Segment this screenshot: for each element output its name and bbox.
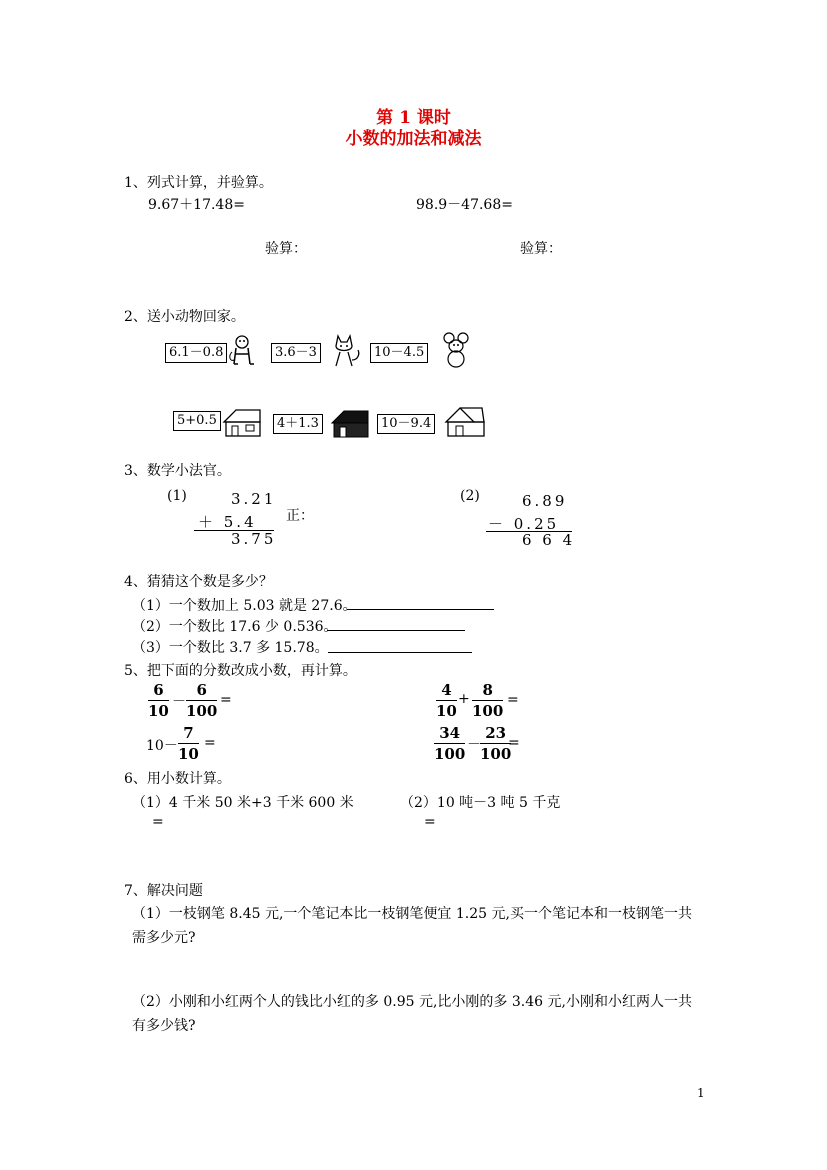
denominator: 100 — [186, 702, 218, 720]
q3-p1-addend-1: 3.21 — [231, 490, 277, 508]
numerator: 23 — [485, 724, 507, 742]
numerator: 7 — [183, 724, 194, 742]
page-number: 1 — [697, 1086, 705, 1100]
q5-e2-operator: + — [458, 691, 470, 707]
monkey-icon — [228, 334, 258, 370]
animal-card-3 — [370, 343, 428, 363]
q1-expression-2: 98.9－47.68= — [416, 197, 513, 213]
numerator: 34 — [439, 724, 461, 742]
house-icon-3 — [444, 406, 486, 440]
q1-title: 1、列式计算，并验算。 — [124, 175, 273, 191]
house-icon-2 — [330, 409, 370, 439]
house-card-2 — [273, 414, 323, 434]
q5-e1-fraction-1 — [148, 681, 169, 720]
q6-equals-1: = — [152, 814, 164, 830]
q3-title: 3、数学小法官。 — [124, 463, 231, 479]
q7-problem-1-line-2: 需多少元? — [132, 930, 196, 946]
house-card-3 — [377, 414, 435, 434]
q4-title: 4、猜猜这个数是多少？ — [124, 574, 273, 590]
q5-e3-equals: = — [204, 735, 216, 751]
denominator: 100 — [472, 702, 504, 720]
q5-e4-operator: － — [467, 737, 481, 753]
q5-e1-equals: = — [220, 692, 232, 708]
q3-p2-result: 6 6 4 — [522, 531, 576, 549]
q1-expression-1: 9.67＋17.48= — [148, 197, 245, 213]
house-icon-1 — [222, 408, 262, 438]
q6-equals-2: = — [424, 814, 436, 830]
q2-title: 2、送小动物回家。 — [124, 309, 245, 325]
numerator: 4 — [441, 681, 452, 699]
q7-problem-2-line-1: （2）小刚和小红两个人的钱比小红的多 0.95 元,比小刚的多 3.46 元,小刚和小红两人一共 — [132, 994, 692, 1010]
mouse-icon — [440, 332, 472, 370]
cat-icon — [330, 334, 362, 370]
q7-problem-2-line-2: 有多少钱? — [132, 1018, 196, 1034]
q3-p1-note: 正： — [286, 508, 314, 524]
q3-p1-label: (1) — [167, 488, 187, 504]
q4-item-3: （3）一个数比 3.7 多 15.78。 — [132, 640, 329, 656]
numerator: 6 — [196, 681, 207, 699]
q3-p2-minuend: 6.89 — [522, 492, 568, 510]
lesson-number: 第 1 课时 — [376, 108, 451, 128]
q5-e3-fraction — [178, 724, 199, 763]
q7-problem-1-line-1: （1）一枝钢笔 8.45 元,一个笔记本比一枝钢笔便宜 1.25 元,买一个笔记本和一枝钢笔一共 — [132, 906, 692, 922]
page-title: 小数的加法和减法 — [345, 129, 482, 149]
q5-e1-operator: － — [172, 694, 186, 710]
q6-title: 6、用小数计算。 — [124, 771, 231, 787]
q6-problem-2: （2）10 吨－3 吨 5 千克 — [400, 795, 561, 811]
q1-check-2: 验算： — [520, 241, 562, 257]
q5-e3-lead: 10－ — [146, 738, 178, 754]
q4-item-1: （1）一个数加上 5.03 就是 27.6。 — [132, 598, 357, 614]
denominator: 100 — [480, 745, 512, 763]
q1-check-1: 验算： — [265, 241, 307, 257]
q5-e4-equals: = — [508, 735, 520, 751]
animal-expression-3: 10－4.5 — [374, 345, 425, 360]
q5-e2-fraction-1 — [436, 681, 457, 720]
denominator: 10 — [148, 702, 169, 720]
q3-p1-addend-2: ＋ 5.4 — [198, 513, 257, 531]
denominator: 10 — [436, 702, 457, 720]
animal-expression-2: 3.6－3 — [275, 345, 317, 360]
q5-e4-fraction-2 — [480, 724, 511, 763]
q7-title: 7、解决问题 — [124, 883, 203, 899]
animal-card-1 — [165, 343, 227, 363]
animal-expression-1: 6.1－0.8 — [169, 345, 224, 360]
q3-p2-label: (2) — [460, 488, 480, 504]
q5-title: 5、把下面的分数改成小数，再计算。 — [124, 663, 357, 679]
denominator: 100 — [434, 745, 466, 763]
animal-card-2 — [271, 343, 321, 363]
denominator: 10 — [178, 745, 199, 763]
q6-problem-1: （1）4 千米 50 米+3 千米 600 米 — [132, 795, 354, 811]
numerator: 6 — [153, 681, 164, 699]
q5-e4-fraction-1 — [434, 724, 465, 763]
house-expression-3: 10－9.4 — [381, 416, 432, 431]
house-expression-1: 5+0.5 — [177, 413, 217, 428]
q4-answer-line-2 — [327, 630, 465, 631]
q5-e2-fraction-2 — [472, 681, 503, 720]
numerator: 8 — [482, 681, 493, 699]
q5-e2-equals: = — [507, 692, 519, 708]
q5-e1-fraction-2 — [186, 681, 217, 720]
q3-p1-result: 3.75 — [231, 530, 277, 548]
q4-answer-line-3 — [328, 652, 472, 653]
house-card-1 — [173, 411, 221, 431]
q4-answer-line-1 — [347, 609, 494, 610]
q3-p2-subtrahend: － 0.25 — [488, 515, 560, 533]
q4-item-2: （2）一个数比 17.6 少 0.536。 — [132, 619, 338, 635]
house-expression-2: 4＋1.3 — [277, 416, 319, 431]
